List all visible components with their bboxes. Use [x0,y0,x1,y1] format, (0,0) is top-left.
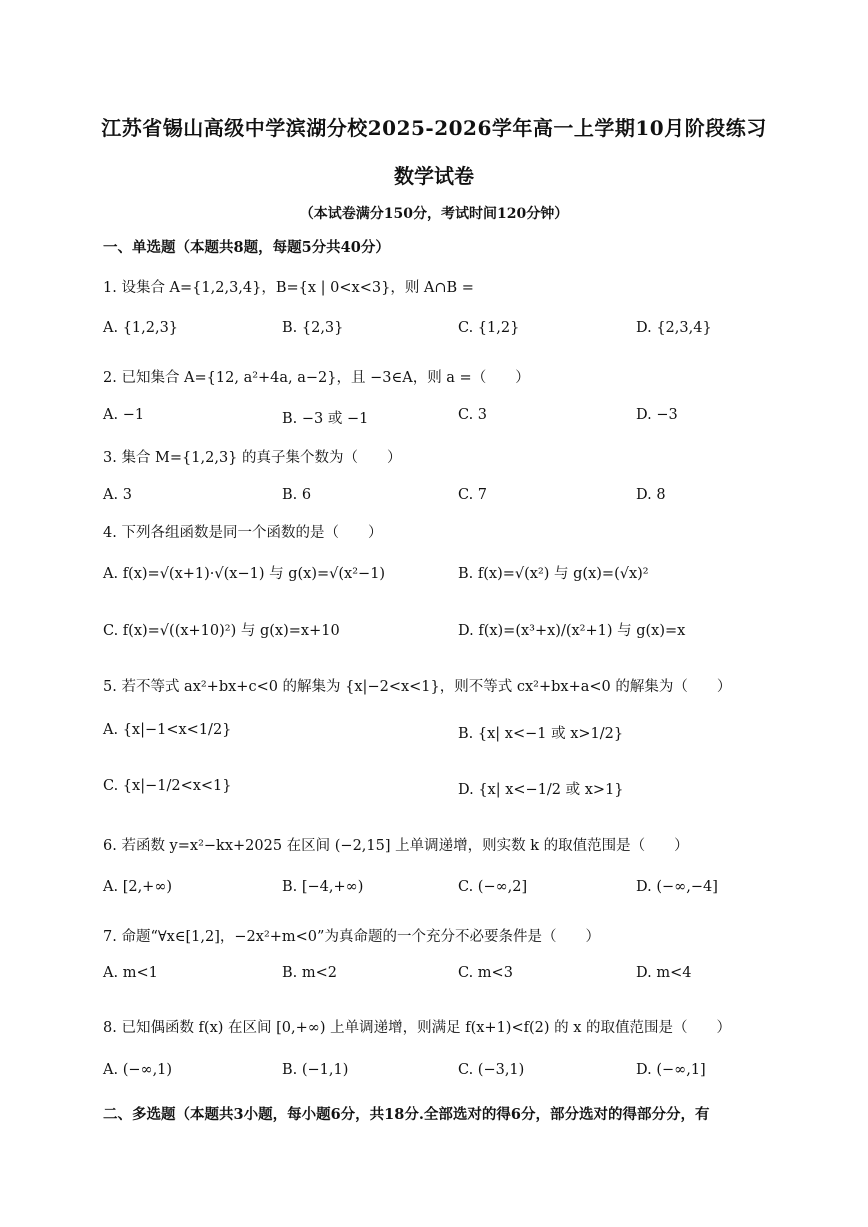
q8-option-d: D. (−∞,1] [636,1062,706,1078]
q4-option-c: C. f(x)=√((x+10)²) 与 g(x)=x+10 [103,623,340,639]
q7-option-d: D. m<4 [636,965,692,981]
q4-option-d: D. f(x)=(x³+x)/(x²+1) 与 g(x)=x [458,623,686,639]
q6-option-d: D. (−∞,−4] [636,879,718,895]
question-7: 7. 命题“∀x∈[1,2]，−2x²+m<0”为真命题的一个充分不必要条件是（ ） [103,929,600,945]
q2-option-c: C. 3 [458,407,488,423]
question-8: 8. 已知偶函数 f(x) 在区间 [0,+∞) 上单调递增，则满足 f(x+1)<f(2) 的 x 的取值范围是（ ） [103,1020,732,1036]
exam-info: （本试卷满分150分，考试时间120分钟） [299,206,569,222]
q5-option-c: C. {x|−1/2<x<1} [103,778,232,794]
q8-option-a: A. (−∞,1) [103,1062,173,1078]
question-4: 4. 下列各组函数是同一个函数的是（ ） [103,525,383,541]
section-heading-multi-choice: 二、多选题（本题共3小题，每小题6分，共18分.全部选对的得6分，部分选对的得部分分，有 [103,1106,710,1123]
question-6: 6. 若函数 y=x²−kx+2025 在区间 (−2,15] 上单调递增，则实数 k 的取值范围是（ ） [103,838,689,854]
question-2: 2. 已知集合 A={12, a²+4a, a−2}，且 −3∈A，则 a =（ ） [103,370,530,386]
q7-option-a: A. m<1 [103,965,158,981]
q1-option-d: D. {2,3,4} [636,320,712,336]
q3-option-b: B. 6 [282,487,312,503]
q4-option-a: A. f(x)=√(x+1)·√(x−1) 与 g(x)=√(x²−1) [103,566,386,582]
question-3: 3. 集合 M={1,2,3} 的真子集个数为（ ） [103,450,402,466]
q4-option-b: B. f(x)=√(x²) 与 g(x)=(√x)² [458,566,649,582]
q6-option-c: C. (−∞,2] [458,879,528,895]
q3-option-c: C. 7 [458,487,488,503]
q2-option-b: B. −3 或 −1 [282,411,369,427]
q5-option-d: D. {x| x<−1/2 或 x>1} [458,782,624,798]
q8-option-c: C. (−3,1) [458,1062,525,1078]
q3-option-a: A. 3 [103,487,132,503]
q2-option-a: A. −1 [103,407,145,423]
q1-option-b: B. {2,3} [282,320,344,336]
q1-option-c: C. {1,2} [458,320,520,336]
q3-option-d: D. 8 [636,487,666,503]
q8-option-b: B. (−1,1) [282,1062,349,1078]
question-1: 1. 设集合 A={1,2,3,4}，B={x | 0<x<3}，则 A∩B = [103,280,474,296]
question-5: 5. 若不等式 ax²+bx+c<0 的解集为 {x|−2<x<1}，则不等式 cx²+bx+a<0 的解集为（ ） [103,679,732,695]
q5-option-b: B. {x| x<−1 或 x>1/2} [458,726,624,742]
exam-title: 江苏省锡山高级中学滨湖分校2025-2026学年高一上学期10月阶段练习 [101,116,767,140]
q5-option-a: A. {x|−1<x<1/2} [103,722,232,738]
q1-option-a: A. {1,2,3} [103,320,179,336]
q7-option-c: C. m<3 [458,965,513,981]
section-heading-single-choice: 一、单选题（本题共8题，每题5分共40分） [103,239,390,256]
q2-option-d: D. −3 [636,407,678,423]
q6-option-a: A. [2,+∞) [103,879,173,895]
q7-option-b: B. m<2 [282,965,337,981]
exam-subject: 数学试卷 [394,164,474,188]
q6-option-b: B. [−4,+∞) [282,879,364,895]
